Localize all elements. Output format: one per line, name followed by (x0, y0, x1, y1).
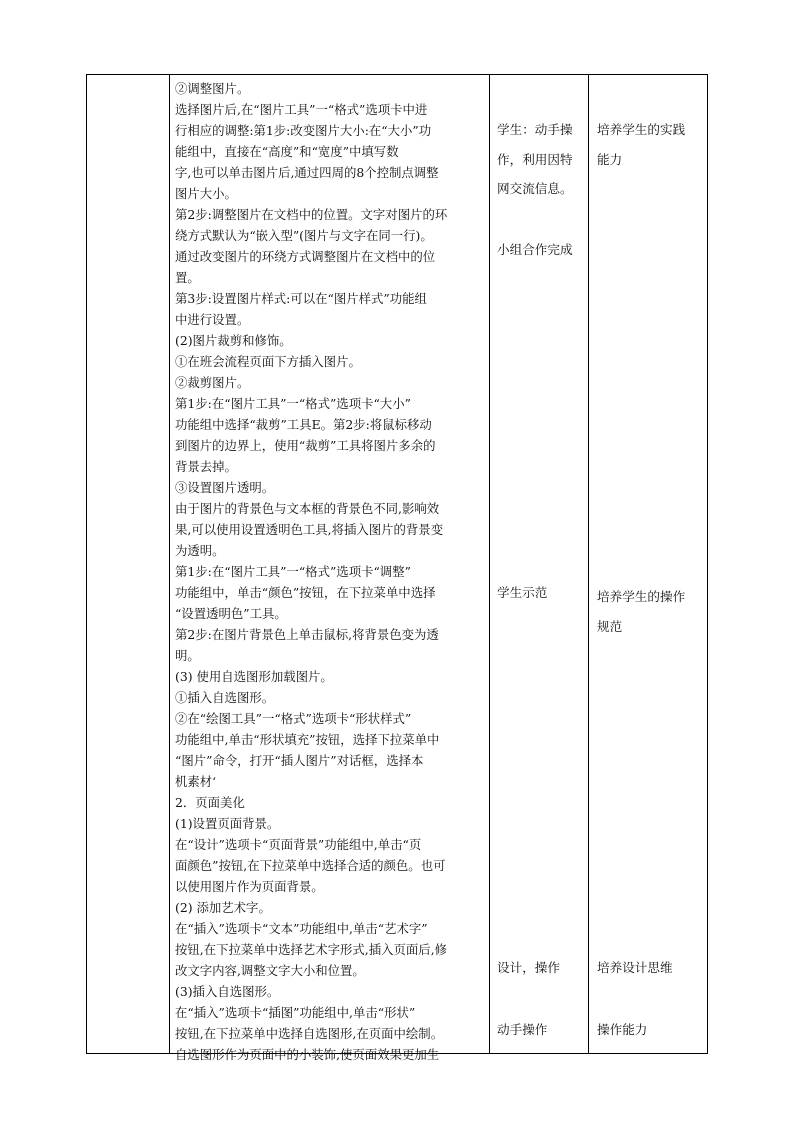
content-line: 第1步:在“图片工具”一“格式”选项卡“调整” (175, 564, 411, 579)
content-line: 行相应的调整:第1步:改变图片大小:在“大小”功 (175, 123, 432, 138)
content-line: 第1步:在“图片工具”一“格式”选项卡“大小” (175, 396, 411, 411)
content-line: “设置透明色”工具。 (175, 606, 287, 621)
content-line: 在“插入”选项卡“插图”功能组中,单击“形状” (175, 1005, 416, 1020)
content-line: 自选图形作为页面中的小装饰,使页面效果更加生 (175, 1047, 440, 1062)
content-line: 按钮,在下拉菜单中选择自选图形,在页面中绘制。 (175, 1026, 444, 1041)
content-line: 到图片的边界上，使用“裁剪”工具将图片多余的 (175, 438, 436, 453)
content-line: 功能组中选择“裁剪”工具E。第2步:将鼠标移动 (175, 417, 432, 432)
content-line: 机素材‘ (175, 774, 217, 789)
content-line: 第3步:设置图片样式:可以在“图片样式”功能组 (175, 291, 427, 306)
content-line: ③设置图片透明。 (175, 480, 275, 495)
content-line: 果,可以使用设置透明色工具,将插入图片的背景变 (175, 522, 444, 537)
content-line: “图片”命令，打开“插人图片”对话框，选择本 (175, 753, 424, 768)
content-line: 为透明。 (175, 543, 225, 558)
design-intent-note-4: 操作能力 (597, 1022, 648, 1037)
student-activity-note-3: 学生示范 (497, 585, 548, 600)
content-line: 面颜色”按钮,在下拉菜单中选择合适的颜色。也可 (175, 858, 446, 873)
content-line: 第2步:调整图片在文档中的位置。文字对图片的环 (175, 207, 448, 222)
content-line: 中进行设置。 (175, 312, 250, 327)
content-line: ②调整图片。 (175, 81, 250, 96)
content-line: (1)设置页面背景。 (175, 816, 280, 831)
content-line: 绕方式默认为“嵌入型”(图片与文字在同一行)。 (175, 228, 433, 243)
content-line: ①在班会流程页面下方插入图片。 (175, 354, 361, 369)
content-line: 背景去掉。 (175, 459, 237, 474)
content-line: 明。 (175, 648, 200, 663)
content-line: ②在“绘图工具”一“格式”选项卡“形状样式” (175, 711, 412, 726)
design-intent-note-3: 培养设计思维 (597, 960, 673, 975)
content-line: 以使用图片作为页面背景。 (175, 879, 324, 894)
student-activity-note-5: 动手操作 (497, 1022, 548, 1037)
content-line: 选择图片后,在“图片工具”一“格式”选项卡中进 (175, 102, 428, 117)
content-line: ①插入自选图形。 (175, 690, 275, 705)
lesson-table (86, 74, 708, 1062)
content-line: 在“插入”选项卡“文本”功能组中,单击“艺术字” (175, 921, 428, 936)
content-line: (2)图片裁剪和修饰。 (175, 333, 292, 348)
column-divider-1 (169, 75, 170, 1053)
design-intent-note-2: 培养学生的操作 规范 (597, 589, 686, 634)
student-activity-note-2: 小组合作完成 (497, 242, 573, 257)
content-line: (3)插入自选图形。 (175, 984, 280, 999)
content-line: 在“设计”选项卡“页面背景”功能组中,单击“页 (175, 837, 422, 852)
student-activity-note-1: 学生：动手操 作，利用因特 网交流信息。 (497, 122, 573, 196)
content-line: 由于图片的背景色与文本框的背景色不同,影响效 (175, 501, 440, 516)
column-divider-3 (588, 75, 589, 1053)
content-line: 第2步:在图片背景色上单击鼠标,将背景色变为透 (175, 627, 439, 642)
design-intent-note-1: 培养学生的实践 能力 (597, 122, 686, 167)
content-line: 改文字内容,调整文字大小和位置。 (175, 963, 365, 978)
content-line: 能组中，直接在“高度”和“宽度”中填写数 (175, 144, 399, 159)
content-line: 置。 (175, 270, 200, 285)
content-line: ②裁剪图片。 (175, 375, 250, 390)
content-line: 2．页面美化 (175, 795, 245, 810)
student-activity-note-4: 设计，操作 (497, 960, 560, 975)
content-line: 通过改变图片的环绕方式调整图片在文档中的位 (175, 249, 436, 264)
content-line: 功能组中,单击“形状填充”按钮，选择下拉菜单中 (175, 732, 440, 747)
content-line: 功能组中，单击“颜色”按钮，在下拉菜单中选择 (175, 585, 436, 600)
content-line: (3) 使用自选图形加载图片。 (175, 669, 333, 684)
teaching-content-cell (175, 78, 493, 1065)
content-line: 按钮,在下拉菜单中选择艺术字形式,插入页面后,修 (175, 942, 448, 957)
empty-first-column (87, 75, 169, 1053)
content-line: 图片大小。 (175, 186, 237, 201)
content-line: (2) 添加艺术字。 (175, 900, 271, 915)
content-line: 字,也可以单击图片后,通过四周的8个控制点调整 (175, 165, 439, 180)
